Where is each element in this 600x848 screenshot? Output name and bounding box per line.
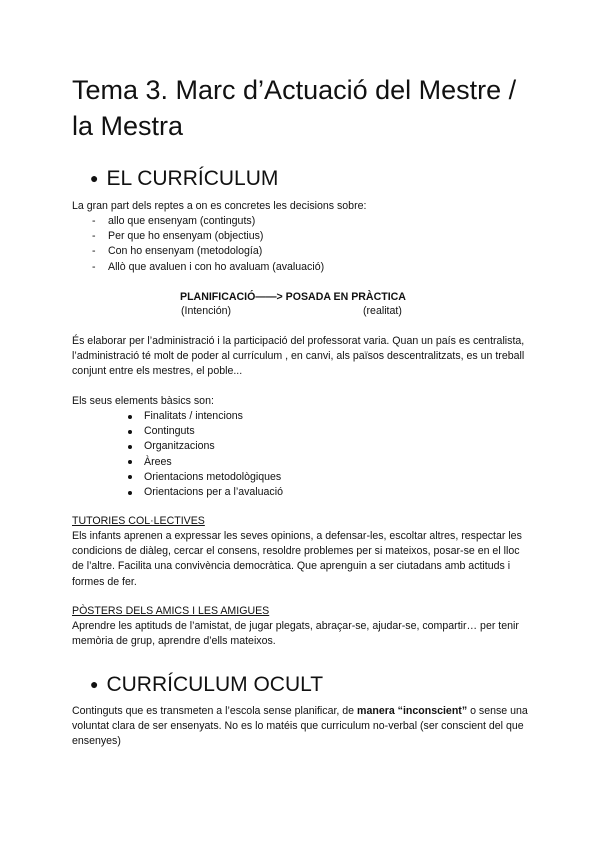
dash-icon: -	[92, 245, 96, 258]
plan-left: PLANIFICACIÓ	[180, 291, 256, 303]
intro-text: La gran part dels reptes a on es concretes les decisions sobre:	[72, 200, 367, 212]
plan-sub-right: (realitat)	[363, 305, 402, 317]
section-heading-text: CURRÍCULUM OCULT	[106, 673, 324, 696]
bullet-icon	[128, 445, 132, 449]
bold-phrase: manera “inconscient”	[357, 705, 468, 717]
decisions-list	[92, 214, 324, 275]
posters-title: PÒSTERS DELS AMICS I LES AMIGUES	[72, 605, 270, 617]
bullet-icon	[128, 475, 132, 479]
dash-icon: -	[92, 230, 96, 243]
paragraph-administration: És elaborar per l’administració i la participació del professorat varia. Quan un país es centralista, l’administració té molt de poder al currículum , en canvi, als països descentralitzats, es un treball conjunt entre els mestres, el poble...	[72, 335, 525, 378]
arrow-icon: ——>	[255, 291, 286, 303]
posters-text: Aprendre les aptituds de l’amistat, de jugar plegats, abraçar-se, ajudar-se, compartir… per tenir memòria de grup, aprendre d’ells mateixos.	[72, 620, 519, 648]
bullet-icon	[128, 491, 132, 495]
list-item: Orientacions per a l’avaluació	[128, 485, 283, 500]
dash-icon: -	[92, 260, 96, 273]
plan-right: POSADA EN PRÀCTICA	[285, 291, 406, 303]
bullet-icon: ●	[90, 676, 99, 692]
dash-icon: -	[92, 215, 96, 227]
list-item: - Allò que avaluen i con ho avaluam (avaluació)	[92, 260, 324, 275]
list-item: Àrees	[128, 455, 283, 470]
planning-line	[180, 290, 406, 305]
hidden-curriculum-text: Continguts que es transmeten a l’escola sense planificar, de manera “inconscient” o sense una voluntat clara de ser ensenyats. No es lo matéis que curriculum no-verbal (ser conscient del que ensenyes)	[72, 705, 528, 748]
bullet-icon	[128, 415, 132, 419]
tutories-text: Els infants aprenen a expressar les seves opinions, a defensar-les, escoltar altres, respectar les condicions de diàleg, cercar el consens, resoldre problemes per si mateixos, posar-se en el lloc de l’altre. Facilita una convivència democràtica. Que aprenguin a ser ciutadans amb actituds i formes de fer.	[72, 530, 522, 588]
list-item: Orientacions metodològiques	[128, 470, 283, 485]
page-title: Tema 3. Marc d’Actuació del Mestre / la Mestra	[72, 75, 517, 141]
bullet-icon: ●	[90, 170, 99, 186]
plan-sub-left: (Intención)	[181, 305, 232, 317]
elements-list	[128, 409, 283, 500]
list-item: Continguts	[128, 424, 283, 439]
list-item: Finalitats / intencions	[128, 409, 283, 424]
list-item: Organitzacions	[128, 439, 283, 454]
list-item: - allo que ensenyam (continguts)	[92, 214, 324, 229]
section-heading-hidden-curriculum	[90, 672, 323, 698]
list-item: - Per que ho ensenyam (objectius)	[92, 229, 324, 244]
tutories-title: TUTORIES COL·LECTIVES	[72, 515, 205, 527]
section-heading-curriculum	[90, 166, 278, 192]
elements-intro: Els seus elements bàsics son:	[72, 395, 214, 407]
list-item: - Con ho ensenyam (metodología)	[92, 244, 324, 259]
bullet-icon	[128, 460, 132, 464]
bullet-icon	[128, 430, 132, 434]
section-heading-text: EL CURRÍCULUM	[106, 167, 279, 190]
